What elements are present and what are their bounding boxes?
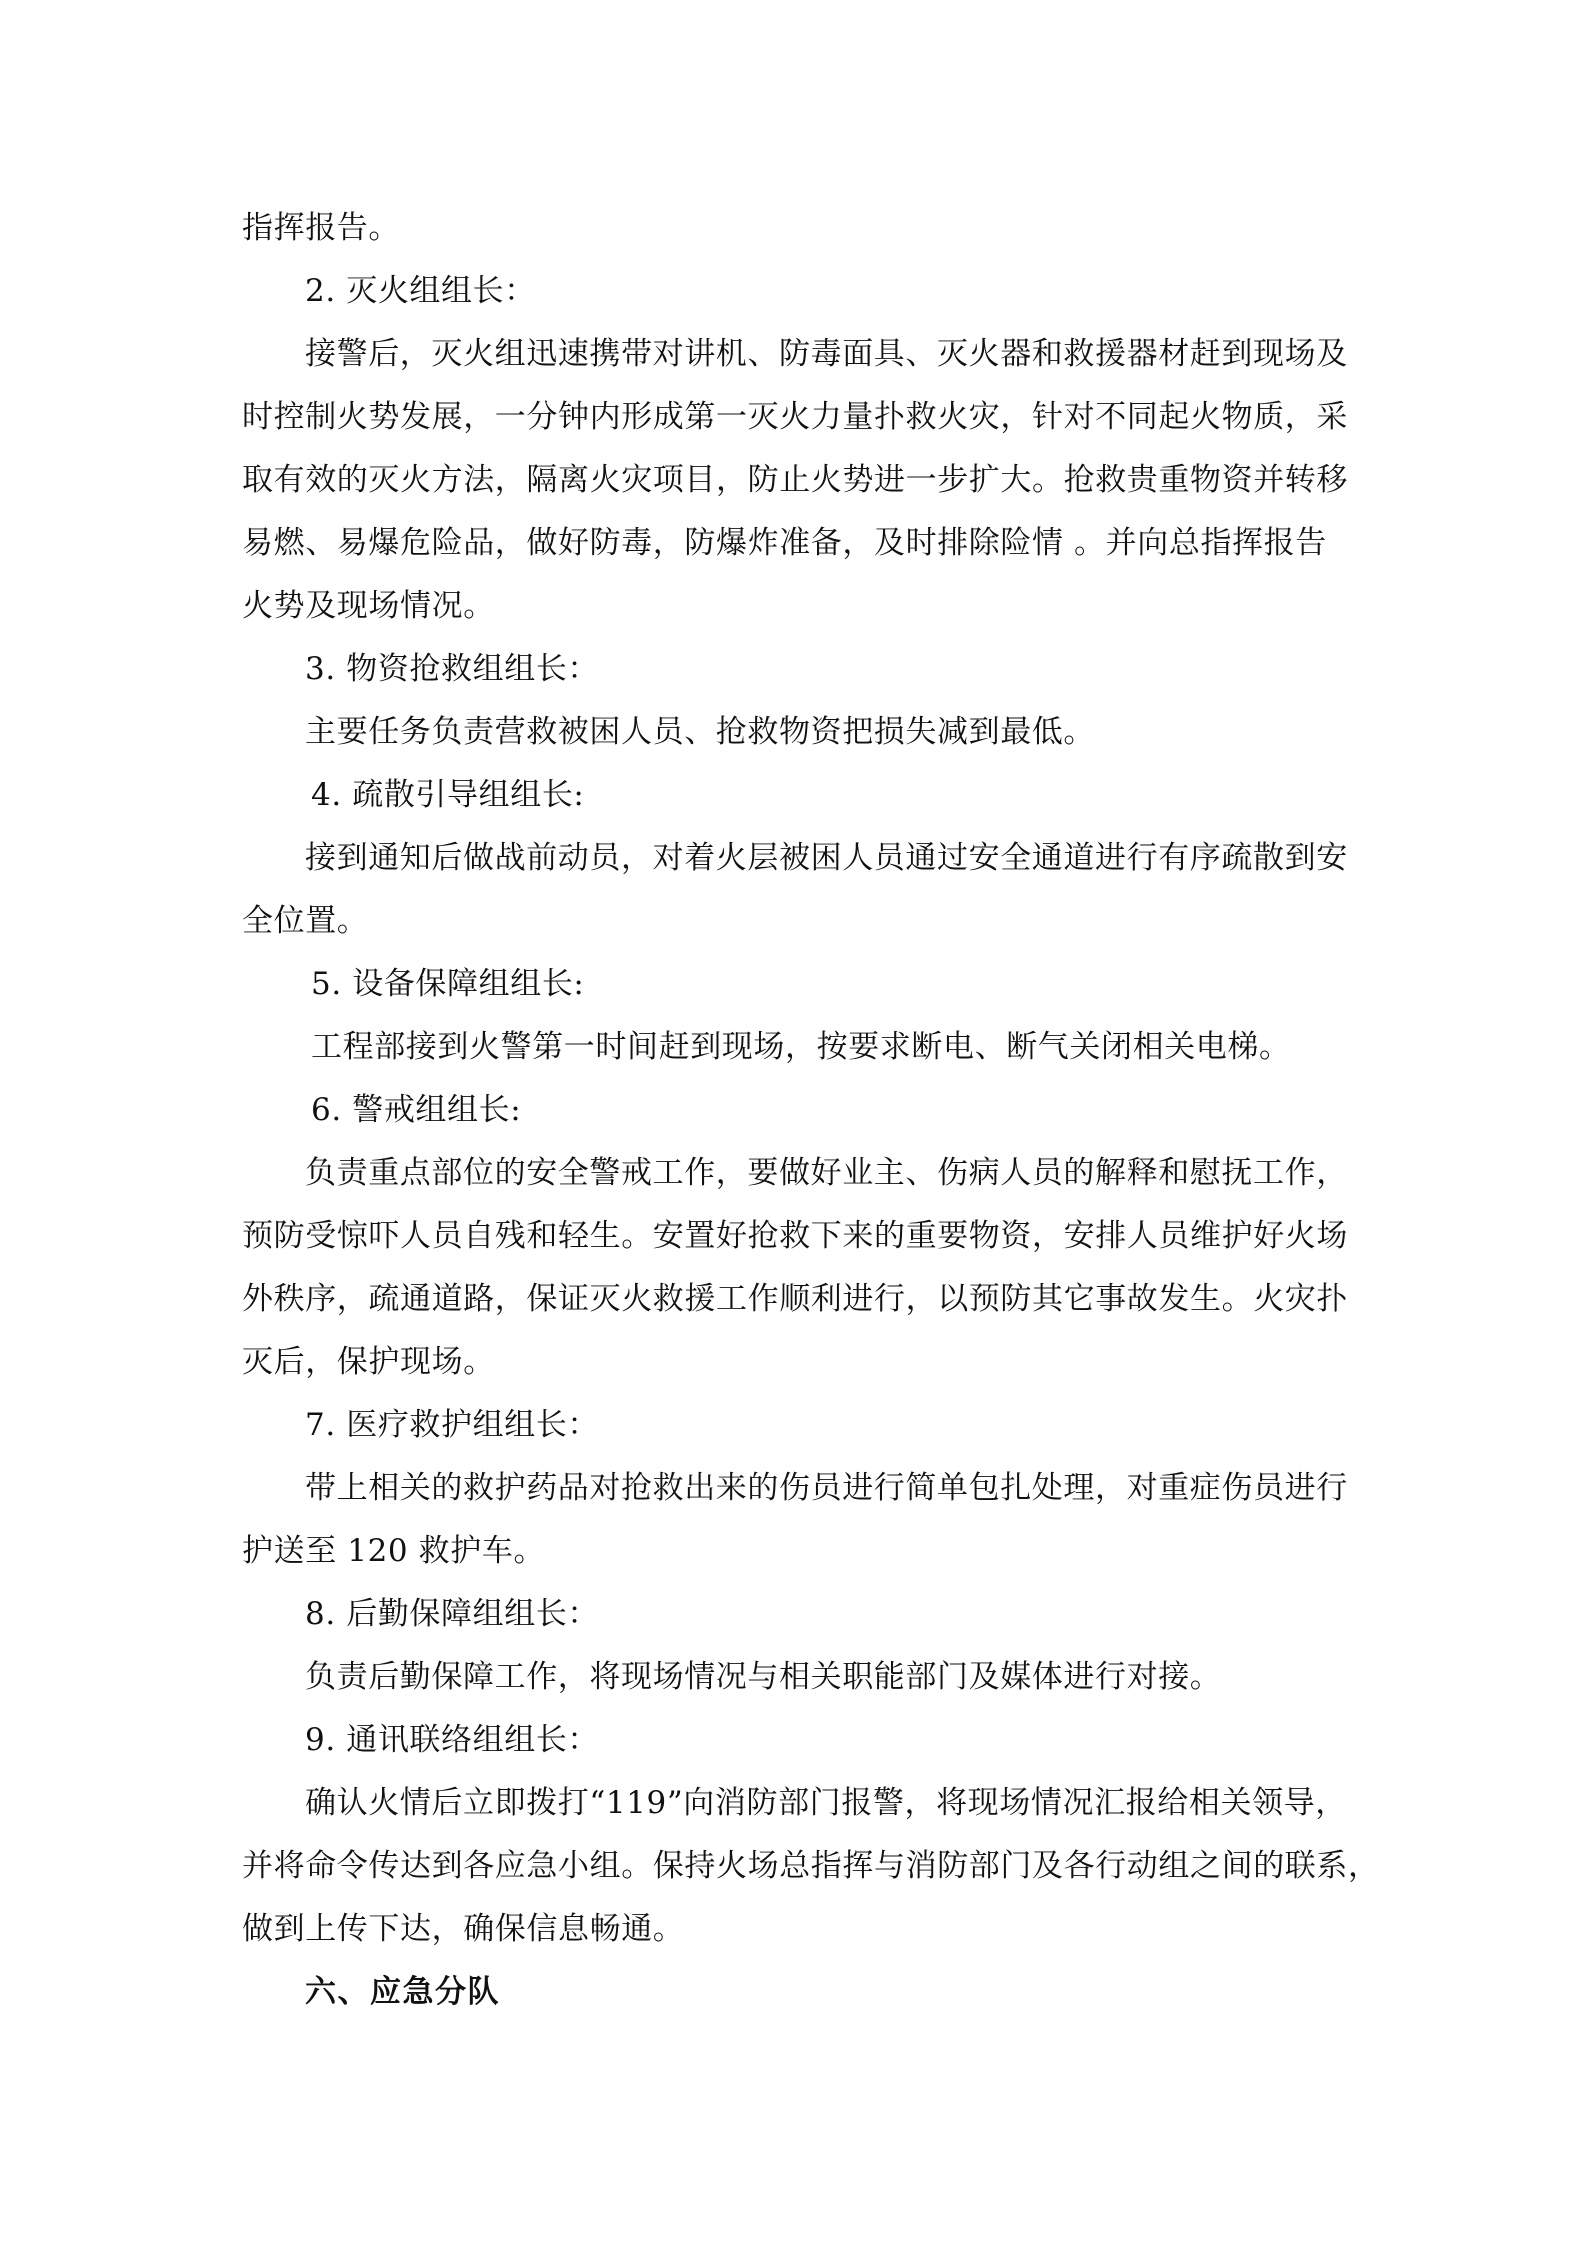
paragraph-line: 取有效的灭火方法，隔离火灾项目，防止火势进一步扩大。抢救贵重物资并转移	[242, 462, 1348, 498]
section-heading-medical: 7. 医疗救护组组长：	[305, 1407, 600, 1443]
paragraph-line: 外秩序，疏通道路，保证灭火救援工作顺利进行，以预防其它事故发生。火灾扑	[242, 1281, 1348, 1317]
paragraph-line: 全位置。	[242, 903, 369, 939]
paragraph-line: 做到上传下达，确保信息畅通。	[242, 1911, 685, 1947]
paragraph-line: 确认火情后立即拨打“119”向消防部门报警，将现场情况汇报给相关领导，	[305, 1785, 1347, 1821]
paragraph-line: 负责重点部位的安全警戒工作，要做好业主、伤病人员的解释和慰抚工作，	[305, 1155, 1348, 1191]
paragraph-line: 时控制火势发展，一分钟内形成第一灭火力量扑救火灾，针对不同起火物质，采	[242, 399, 1348, 435]
paragraph-line: 带上相关的救护药品对抢救出来的伤员进行简单包扎处理，对重症伤员进行	[305, 1470, 1348, 1506]
paragraph-line: 并将命令传达到各应急小组。保持火场总指挥与消防部门及各行动组之间的联系，	[242, 1848, 1380, 1884]
section-heading-communication: 9. 通讯联络组组长：	[305, 1722, 600, 1758]
paragraph-line: 易燃、易爆危险品，做好防毒，防爆炸准备，及时排除险情 。并向总指挥报告	[242, 525, 1327, 561]
section-heading-security: 6. 警戒组组长:	[311, 1092, 522, 1128]
paragraph-line: 指挥报告。	[242, 210, 400, 246]
section-heading-supplies-rescue: 3. 物资抢救组组长：	[305, 651, 600, 687]
paragraph-line: 负责后勤保障工作，将现场情况与相关职能部门及媒体进行对接。	[305, 1659, 1222, 1695]
section-heading-evacuation: 4. 疏散引导组组长:	[311, 777, 585, 813]
paragraph-line: 灭后，保护现场。	[242, 1344, 495, 1380]
paragraph-line: 护送至 120 救护车。	[242, 1533, 546, 1569]
section-heading-equipment: 5. 设备保障组组长:	[311, 966, 585, 1002]
paragraph-line: 预防受惊吓人员自残和轻生。安置好抢救下来的重要物资，安排人员维护好火场	[242, 1218, 1348, 1254]
paragraph-line: 接警后，灭火组迅速携带对讲机、防毒面具、灭火器和救援器材赶到现场及	[305, 336, 1348, 372]
section-title-emergency-team: 六、应急分队	[305, 1974, 500, 2010]
paragraph-line: 火势及现场情况。	[242, 588, 495, 624]
paragraph-line: 工程部接到火警第一时间赶到现场，按要求断电、断气关闭相关电梯。	[311, 1029, 1291, 1065]
section-heading-fire-team: 2. 灭火组组长：	[305, 273, 536, 309]
section-heading-logistics: 8. 后勤保障组组长：	[305, 1596, 600, 1632]
paragraph-line: 接到通知后做战前动员，对着火层被困人员通过安全通道进行有序疏散到安	[305, 840, 1348, 876]
paragraph-line: 主要任务负责营救被困人员、抢救物资把损失减到最低。	[305, 714, 1095, 750]
